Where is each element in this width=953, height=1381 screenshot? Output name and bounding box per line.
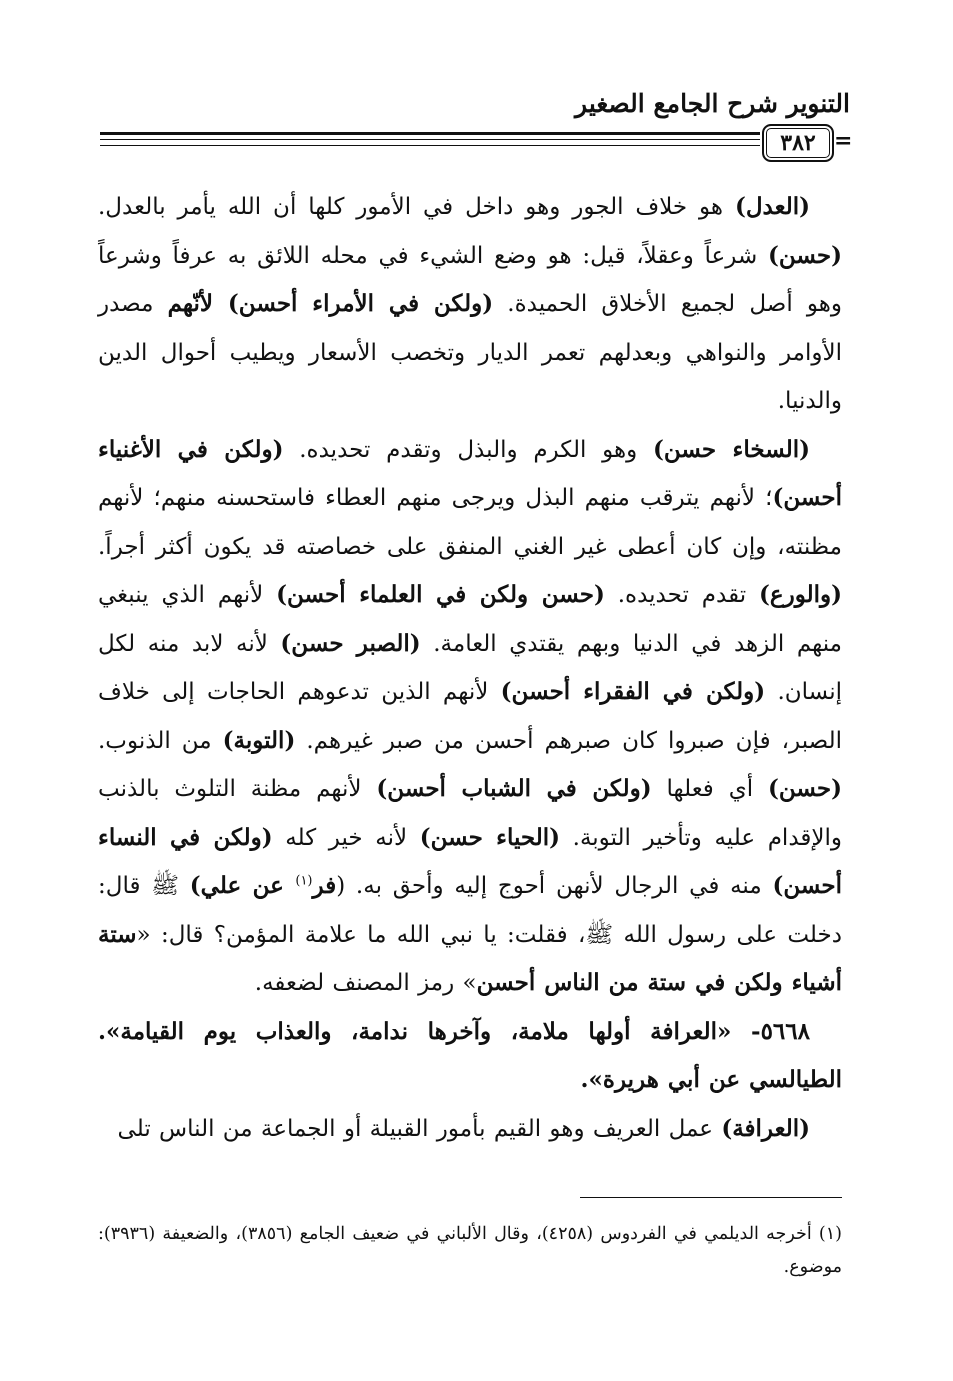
main-text	[98, 183, 842, 1153]
term: (حسن ولكن في العلماء أحسن)	[276, 581, 605, 608]
footnote: (١) أخرجه الديلمي في الفردوس (٤٢٥٨)، وقال الألباني في ضعيف الجامع (٣٨٥٦)، والضعيفة (٣٩٣٦): موضوع.	[98, 1224, 842, 1277]
running-header-title: التنوير شرح الجامع الصغير	[575, 89, 850, 118]
term: (السخاء حسن)	[652, 435, 810, 463]
term: (حسن)	[767, 241, 842, 269]
term: (والورع)	[759, 581, 842, 608]
hadith-text: «العرافة أولها ملامة، وآخرها ندامة، والعذاب يوم القيامة». الطيالسي عن أبي هريرة».	[98, 1017, 842, 1093]
term: (ولكن في الأمراء أحسن)	[227, 290, 494, 317]
header-rule-thin	[100, 139, 760, 140]
header-rule-thin-lower	[100, 145, 760, 146]
header-rule-thick	[100, 132, 760, 135]
term: (العدل)	[734, 193, 810, 220]
footnote-separator	[580, 1197, 842, 1198]
term: (العرافة)	[721, 1114, 810, 1142]
paragraph-irafa: (العرافة) عمل العريف وهو القيم بأمور القبيلة أو الجماعة من الناس تلى	[117, 1114, 810, 1142]
paragraph-hadith-5668	[98, 1008, 842, 1105]
page-number-mark: =	[834, 128, 853, 154]
term: (الصبر حسن)	[280, 629, 421, 657]
page-number: ٣٨٢	[762, 124, 834, 162]
paragraph-justice: (العدل) هو خلاف الجور وهو داخل في الأمور كلها أن الله يأمر بالعدل. (حسن) شرعاً وعقلاً، قيل: هو وضع الشيء في محله اللائق به عرفاً وشرعاً وهو أصل لجميع الأخلاق الحميدة. (ولكن في الأمراء أحسن) لأنّهم مصدر الأوامر والنواهي وبعدلهم تعمر الديار وتخصب الأسعار ويطيب أحوال الدين والدنيا.	[98, 193, 842, 414]
term: لأنّهم	[167, 290, 228, 317]
hadith-quote: ستة أشياء ولكن في ستة من الناس أحسن	[98, 920, 842, 996]
term: (ولكن في الأغنياء أحسن)	[98, 435, 842, 511]
term: (ولكن في النساء أحسن)	[98, 823, 842, 899]
hadith-number: ٥٦٦٨-	[731, 1017, 810, 1045]
paragraph-generosity: (السخاء حسن) وهو الكرم والبذل وتقدم تحديده. (ولكن في الأغنياء أحسن)؛ لأنهم يترقب منهم البذل ويرجى منهم العطاء فاستحسنه منهم؛ لأنهم مظنته، وإن كان أعطى غير الغني المنفق على خصاصته قد يكون أكثر أجراً. (والورع) تقدم تحديده. (حسن ولكن في العلماء أحسن) لأنهم الذي ينبغي منهم الزهد في الدنيا وبهم يقتدي العامة. (الصبر حسن) لأنه لابد منه لكل إنسان. (ولكن في الفقراء أحسن) لأنهم الذين تدعوهم الحاجات إلى خلاف الصبر، فإن صبروا كان صبرهم أحسن من صبر غيرهم. (التوبة) من الذنوب. (حسن) أي فعلها (ولكن في الشباب أحسن) لأنهم مظنة التلوث بالذنب والإقدام عليه وتأخير التوبة. (الحياء حسن) لأنه خير كله (ولكن في النساء أحسن) منه في الرجال لأنهن أحوج إليه وأحق به. (فر$^{(١)}$ عن علي) ﷺ قال: دخلت على رسول الله ﷺ، فقلت: يا نبي الله ما علامة المؤمن؟ قال: «ستة أشياء ولكن في ستة من الناس أحسن» رمز المصنف لضعفه.	[98, 435, 843, 996]
term: (ولكن في الشباب أحسن)	[376, 775, 652, 802]
source-code: فر	[312, 872, 337, 899]
term: (ولكن في الفقراء أحسن)	[500, 678, 766, 705]
term: (الحياء حسن)	[419, 823, 561, 851]
term: (حسن)	[767, 775, 842, 802]
term: (التوبة)	[222, 726, 296, 754]
narrator: عن علي)	[189, 872, 296, 899]
footnote-ref: (١)	[295, 873, 313, 889]
